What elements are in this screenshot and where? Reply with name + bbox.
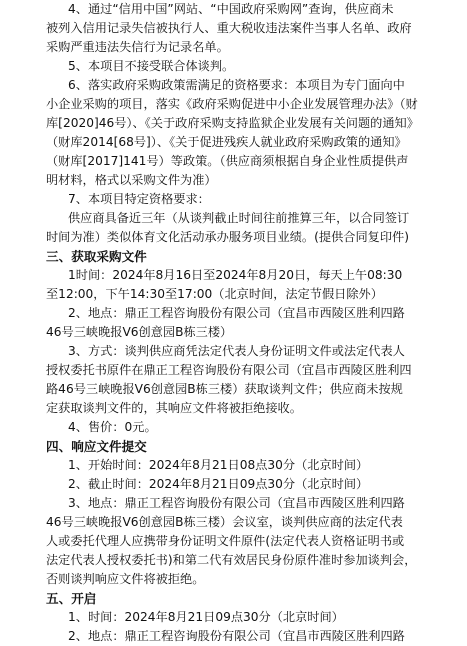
- text-line: 7、本项目特定资格要求：: [68, 192, 210, 206]
- text-line: 至12:00，下午14:30至17:00（北京时间，法定节假日除外）: [46, 287, 383, 301]
- text-line: 明材料，格式以采购文件为准）: [46, 173, 217, 187]
- text-line: 时间为准）类似体育文化活动承办服务项目业绩。(提供合同复印件): [46, 230, 409, 244]
- text-line: 2、地点：鼎正工程咨询股份有限公司（宜昌市西陵区胜利四路: [68, 306, 405, 320]
- text-line: 3、地点：鼎正工程咨询股份有限公司（宜昌市西陵区胜利四路: [68, 496, 405, 510]
- text-line: 3、方式：谈判供应商凭法定代表人身份证明文件或法定代表人: [68, 344, 405, 358]
- text-line: 小企业采购的项目，落实《政府采购促进中小企业发展管理办法》（财: [46, 97, 418, 111]
- text-line: 46号三峡晚报V6创意园B栋三楼）会议室，谈判供应商的法定代表: [46, 515, 403, 529]
- text-line: 46号三峡晚报V6创意园B栋三楼）: [46, 325, 233, 339]
- text-line: 法定代表人授权委托书)和第二代有效居民身份原件准时参加谈判会，: [46, 553, 417, 567]
- text-line: 库[2020]46号）、《关于政府采购支持监狱企业发展有关问题的通知》: [46, 116, 419, 130]
- text-line: 2、截止时间：2024年8月21日09点30分（北京时间）: [68, 477, 369, 491]
- text-line: 5、本项目不接受联合体谈判。: [68, 59, 235, 73]
- text-line: （财库2014[68号]）、《关于促进残疾人就业政府采购政策的通知》: [46, 135, 407, 149]
- text-line: （财库[2017]141号）等政策。（供应商须根据自身企业性质提供声: [46, 154, 409, 168]
- section-heading: 五、开启: [46, 591, 97, 606]
- text-line: 6、落实政府采购政策需满足的资格要求：本项目为专门面向中: [68, 78, 405, 92]
- text-line: 供应商具备近三年（从谈判截止时间往前推算三年，以合同签订: [68, 211, 410, 225]
- text-line: 2、地点：鼎正工程咨询股份有限公司（宜昌市西陵区胜利四路: [68, 629, 405, 643]
- section-heading: 三、获取采购文件: [46, 249, 147, 264]
- text-line: 1、时间：2024年8月21日09点30分（北京时间）: [68, 610, 344, 624]
- text-line: 采购严重违法失信行为记录名单。: [46, 40, 229, 54]
- text-line: 1、开始时间：2024年8月21日08点30分（北京时间）: [68, 458, 369, 472]
- text-line: 4、通过“信用中国”网站、“中国政府采购网”查询，供应商未: [68, 2, 394, 16]
- text-line: 否则谈判响应文件将被拒绝。: [46, 572, 205, 586]
- section-heading: 四、响应文件提交: [46, 439, 147, 454]
- text-line: 1时间：2024年8月16日至2024年8月20日，每天上午08:30: [68, 268, 403, 282]
- text-line: 定获取谈判文件的，其响应文件将被拒绝接收。: [46, 401, 302, 415]
- text-line: 授权委托书原件在鼎正工程咨询股份有限公司（宜昌市西陵区胜利四: [46, 363, 412, 377]
- text-line: 4、售价：0元。: [68, 420, 157, 434]
- text-line: 路46号三峡晚报V6创意园B栋三楼）获取谈判文件；供应商未按规: [46, 382, 403, 396]
- text-line: 被列入信用记录失信被执行人、重大税收违法案件当事人名单、政府: [46, 21, 412, 35]
- text-line: 人或委托代理人应携带身份证明文件原件(法定代表人资格证明书或: [46, 534, 405, 548]
